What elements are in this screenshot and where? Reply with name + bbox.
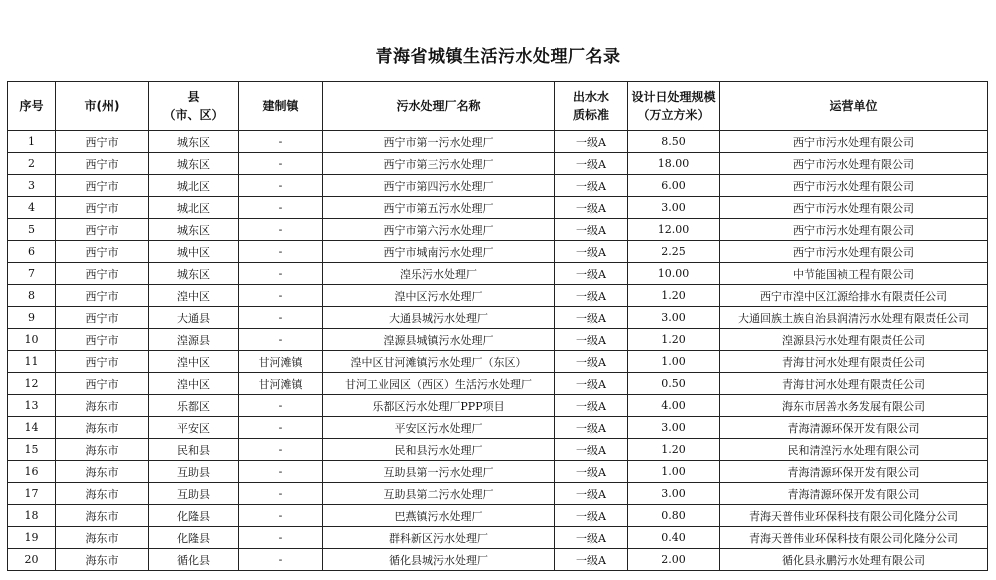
cell-town: -	[239, 263, 323, 285]
cell-operator: 青海清源环保开发有限公司	[720, 461, 988, 483]
cell-county: 城北区	[149, 175, 239, 197]
cell-county: 湟中区	[149, 285, 239, 307]
cell-town: -	[239, 549, 323, 571]
cell-capacity: 0.40	[628, 527, 720, 549]
cell-town: -	[239, 219, 323, 241]
cell-standard: 一级A	[555, 373, 628, 395]
cell-capacity: 4.00	[628, 395, 720, 417]
cell-operator: 西宁市污水处理有限公司	[720, 175, 988, 197]
cell-city: 海东市	[56, 417, 149, 439]
cell-operator: 青海甘河水处理有限责任公司	[720, 351, 988, 373]
cell-city: 西宁市	[56, 197, 149, 219]
col-header-capacity-line2: （万立方米）	[637, 108, 710, 122]
cell-town: -	[239, 329, 323, 351]
cell-operator: 海东市居善水务发展有限公司	[720, 395, 988, 417]
cell-town: -	[239, 153, 323, 175]
table-row	[8, 307, 988, 329]
col-header-standard-line1: 出水水	[572, 90, 609, 104]
cell-operator: 青海清源环保开发有限公司	[720, 417, 988, 439]
sewage-plant-table	[7, 81, 988, 571]
cell-standard: 一级A	[555, 483, 628, 505]
cell-operator: 大通回族土族自治县润清污水处理有限责任公司	[720, 307, 988, 329]
cell-standard: 一级A	[555, 505, 628, 527]
cell-county: 城北区	[149, 197, 239, 219]
cell-operator: 西宁市污水处理有限公司	[720, 241, 988, 263]
cell-plant: 西宁市第六污水处理厂	[323, 219, 555, 241]
table-row	[8, 219, 988, 241]
table-row	[8, 505, 988, 527]
cell-no: 11	[8, 351, 56, 373]
cell-city: 西宁市	[56, 263, 149, 285]
table-row	[8, 263, 988, 285]
cell-plant: 群科新区污水处理厂	[323, 527, 555, 549]
table-header	[8, 82, 988, 131]
table-row	[8, 285, 988, 307]
cell-plant: 湟中区甘河滩镇污水处理厂（东区）	[323, 351, 555, 373]
cell-capacity: 3.00	[628, 197, 720, 219]
cell-plant: 湟中区污水处理厂	[323, 285, 555, 307]
cell-county: 互助县	[149, 461, 239, 483]
cell-city: 海东市	[56, 549, 149, 571]
cell-town: -	[239, 461, 323, 483]
cell-county: 湟中区	[149, 373, 239, 395]
cell-town: -	[239, 197, 323, 219]
cell-standard: 一级A	[555, 307, 628, 329]
cell-town: -	[239, 439, 323, 461]
cell-standard: 一级A	[555, 527, 628, 549]
cell-plant: 民和县污水处理厂	[323, 439, 555, 461]
cell-operator: 西宁市污水处理有限公司	[720, 197, 988, 219]
cell-town: -	[239, 527, 323, 549]
cell-no: 17	[8, 483, 56, 505]
cell-plant: 湟源县城镇污水处理厂	[323, 329, 555, 351]
cell-county: 民和县	[149, 439, 239, 461]
cell-standard: 一级A	[555, 175, 628, 197]
cell-plant: 西宁市第五污水处理厂	[323, 197, 555, 219]
table-row	[8, 329, 988, 351]
col-header-town: 建制镇	[239, 82, 323, 131]
cell-town: -	[239, 307, 323, 329]
cell-standard: 一级A	[555, 241, 628, 263]
cell-operator: 西宁市污水处理有限公司	[720, 153, 988, 175]
cell-plant: 大通县城污水处理厂	[323, 307, 555, 329]
cell-county: 城东区	[149, 263, 239, 285]
cell-plant: 互助县第一污水处理厂	[323, 461, 555, 483]
cell-standard: 一级A	[555, 461, 628, 483]
cell-city: 西宁市	[56, 307, 149, 329]
cell-capacity: 6.00	[628, 175, 720, 197]
cell-standard: 一级A	[555, 351, 628, 373]
table-row	[8, 527, 988, 549]
cell-city: 西宁市	[56, 373, 149, 395]
cell-town: -	[239, 241, 323, 263]
col-header-capacity-line1: 设计日处理规模	[631, 90, 716, 104]
cell-county: 城东区	[149, 131, 239, 153]
cell-county: 城东区	[149, 153, 239, 175]
cell-plant: 西宁市第一污水处理厂	[323, 131, 555, 153]
cell-no: 10	[8, 329, 56, 351]
cell-operator: 青海甘河水处理有限责任公司	[720, 373, 988, 395]
col-header-county-line2: （市、区）	[163, 108, 224, 122]
cell-county: 化隆县	[149, 505, 239, 527]
cell-operator: 青海天普伟业环保科技有限公司化隆分公司	[720, 527, 988, 549]
cell-plant: 西宁市城南污水处理厂	[323, 241, 555, 263]
table-row	[8, 175, 988, 197]
table-row	[8, 395, 988, 417]
cell-no: 20	[8, 549, 56, 571]
cell-capacity: 1.20	[628, 329, 720, 351]
cell-no: 7	[8, 263, 56, 285]
cell-capacity: 1.00	[628, 461, 720, 483]
cell-standard: 一级A	[555, 329, 628, 351]
table-row	[8, 153, 988, 175]
col-header-operator: 运营单位	[720, 82, 988, 131]
cell-standard: 一级A	[555, 417, 628, 439]
cell-standard: 一级A	[555, 285, 628, 307]
cell-city: 海东市	[56, 527, 149, 549]
cell-capacity: 2.00	[628, 549, 720, 571]
cell-capacity: 8.50	[628, 131, 720, 153]
cell-city: 海东市	[56, 505, 149, 527]
cell-operator: 青海天普伟业环保科技有限公司化隆分公司	[720, 505, 988, 527]
cell-standard: 一级A	[555, 395, 628, 417]
cell-operator: 湟源县污水处理有限责任公司	[720, 329, 988, 351]
cell-capacity: 3.00	[628, 417, 720, 439]
cell-standard: 一级A	[555, 197, 628, 219]
table-row	[8, 439, 988, 461]
cell-no: 2	[8, 153, 56, 175]
cell-town: -	[239, 131, 323, 153]
cell-plant: 平安区污水处理厂	[323, 417, 555, 439]
col-header-no: 序号	[8, 82, 56, 131]
cell-standard: 一级A	[555, 263, 628, 285]
cell-town: 甘河滩镇	[239, 351, 323, 373]
cell-capacity: 10.00	[628, 263, 720, 285]
cell-operator: 青海清源环保开发有限公司	[720, 483, 988, 505]
cell-plant: 乐都区污水处理厂PPP项目	[323, 395, 555, 417]
cell-town: -	[239, 175, 323, 197]
table-row	[8, 417, 988, 439]
cell-no: 19	[8, 527, 56, 549]
cell-town: -	[239, 417, 323, 439]
cell-county: 化隆县	[149, 527, 239, 549]
cell-plant: 湟乐污水处理厂	[323, 263, 555, 285]
cell-city: 海东市	[56, 439, 149, 461]
cell-county: 湟源县	[149, 329, 239, 351]
cell-no: 14	[8, 417, 56, 439]
cell-county: 城中区	[149, 241, 239, 263]
cell-no: 15	[8, 439, 56, 461]
cell-no: 16	[8, 461, 56, 483]
table-body	[8, 131, 988, 571]
cell-plant: 循化县城污水处理厂	[323, 549, 555, 571]
cell-plant: 西宁市第四污水处理厂	[323, 175, 555, 197]
cell-no: 4	[8, 197, 56, 219]
cell-city: 西宁市	[56, 153, 149, 175]
cell-county: 乐都区	[149, 395, 239, 417]
col-header-capacity	[628, 82, 720, 131]
col-header-county	[149, 82, 239, 131]
cell-city: 西宁市	[56, 241, 149, 263]
cell-capacity: 18.00	[628, 153, 720, 175]
col-header-standard-line2: 质标准	[572, 108, 609, 122]
cell-town: -	[239, 395, 323, 417]
cell-city: 西宁市	[56, 351, 149, 373]
table-row	[8, 461, 988, 483]
cell-capacity: 1.00	[628, 351, 720, 373]
cell-standard: 一级A	[555, 219, 628, 241]
cell-plant: 西宁市第三污水处理厂	[323, 153, 555, 175]
cell-no: 1	[8, 131, 56, 153]
cell-no: 12	[8, 373, 56, 395]
cell-no: 6	[8, 241, 56, 263]
cell-town: -	[239, 285, 323, 307]
cell-city: 西宁市	[56, 285, 149, 307]
cell-plant: 巴燕镇污水处理厂	[323, 505, 555, 527]
cell-town: -	[239, 483, 323, 505]
cell-county: 循化县	[149, 549, 239, 571]
cell-city: 海东市	[56, 395, 149, 417]
table-row	[8, 197, 988, 219]
cell-county: 湟中区	[149, 351, 239, 373]
cell-capacity: 0.80	[628, 505, 720, 527]
cell-plant: 甘河工业园区（西区）生活污水处理厂	[323, 373, 555, 395]
table-row	[8, 373, 988, 395]
cell-no: 13	[8, 395, 56, 417]
cell-capacity: 2.25	[628, 241, 720, 263]
col-header-city: 市(州)	[56, 82, 149, 131]
cell-capacity: 1.20	[628, 285, 720, 307]
cell-no: 3	[8, 175, 56, 197]
cell-standard: 一级A	[555, 153, 628, 175]
cell-capacity: 3.00	[628, 483, 720, 505]
col-header-plant: 污水处理厂名称	[323, 82, 555, 131]
cell-operator: 民和清湟污水处理有限公司	[720, 439, 988, 461]
cell-operator: 西宁市污水处理有限公司	[720, 131, 988, 153]
cell-city: 西宁市	[56, 131, 149, 153]
cell-capacity: 1.20	[628, 439, 720, 461]
cell-town: 甘河滩镇	[239, 373, 323, 395]
cell-operator: 西宁市湟中区江源给排水有限责任公司	[720, 285, 988, 307]
table-row	[8, 483, 988, 505]
page-title: 青海省城镇生活污水处理厂名录	[375, 47, 621, 67]
cell-capacity: 12.00	[628, 219, 720, 241]
cell-no: 9	[8, 307, 56, 329]
cell-no: 8	[8, 285, 56, 307]
table-row	[8, 549, 988, 571]
cell-town: -	[239, 505, 323, 527]
cell-city: 海东市	[56, 483, 149, 505]
cell-city: 海东市	[56, 461, 149, 483]
table-row	[8, 131, 988, 153]
col-header-standard	[555, 82, 628, 131]
cell-standard: 一级A	[555, 549, 628, 571]
cell-county: 大通县	[149, 307, 239, 329]
cell-plant: 互助县第二污水处理厂	[323, 483, 555, 505]
cell-city: 西宁市	[56, 219, 149, 241]
table-row	[8, 241, 988, 263]
cell-operator: 西宁市污水处理有限公司	[720, 219, 988, 241]
cell-capacity: 3.00	[628, 307, 720, 329]
cell-county: 城东区	[149, 219, 239, 241]
cell-city: 西宁市	[56, 329, 149, 351]
cell-standard: 一级A	[555, 439, 628, 461]
cell-standard: 一级A	[555, 131, 628, 153]
cell-county: 平安区	[149, 417, 239, 439]
cell-city: 西宁市	[56, 175, 149, 197]
cell-no: 5	[8, 219, 56, 241]
col-header-county-line1: 县	[187, 90, 200, 104]
table-row	[8, 351, 988, 373]
cell-operator: 循化县永鹏污水处理有限公司	[720, 549, 988, 571]
cell-county: 互助县	[149, 483, 239, 505]
cell-capacity: 0.50	[628, 373, 720, 395]
cell-operator: 中节能国祯工程有限公司	[720, 263, 988, 285]
cell-no: 18	[8, 505, 56, 527]
